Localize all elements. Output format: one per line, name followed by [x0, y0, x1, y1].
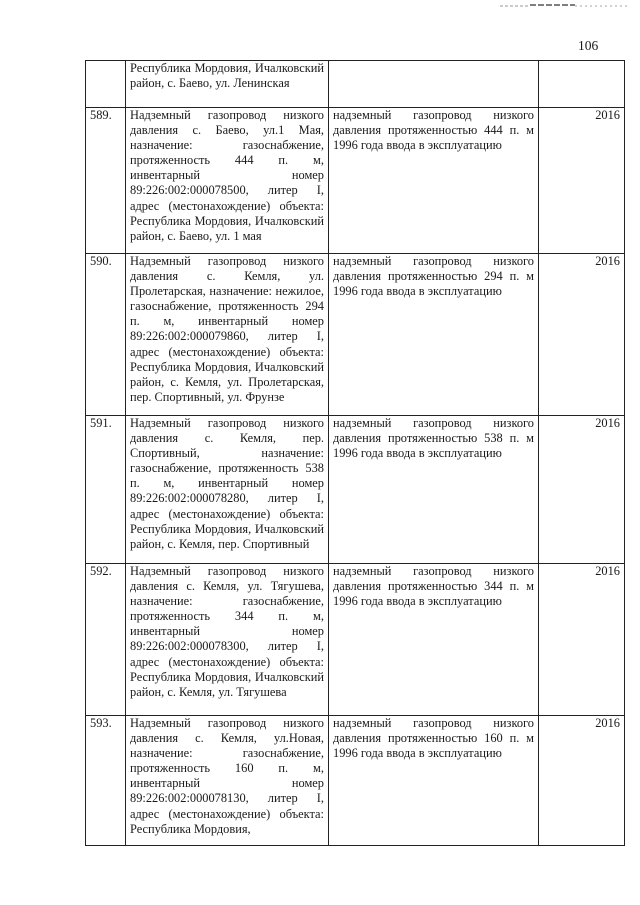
year-cell: 2016 — [539, 108, 625, 254]
scan-artifact-marks — [500, 2, 630, 8]
table-row-continuation — [86, 61, 625, 108]
table-row — [86, 564, 625, 716]
row-number-cell: 592. — [86, 564, 126, 716]
year-cell: 2016 — [539, 254, 625, 416]
object-name-cell: Надземный газопровод низкого давления с. Баево, ул.1 Мая, назначение: газоснабжение, протяженность 444 п. м, инвентарный номер 89:226:002:000078500, литер I, адрес (местонахождение) объекта: Республика Мордовия, Ичалковский район, с. Баево, ул. 1 мая — [126, 108, 329, 254]
object-description-cell: надземный газопровод низкого давления протяженностью 344 п. м 1996 года ввода в эксплуатацию — [329, 564, 539, 716]
year-cell: 2016 — [539, 564, 625, 716]
page-number: 106 — [578, 38, 599, 53]
object-name-cell: Надземный газопровод низкого давления с. Кемля, пер. Спортивный, назначение: газоснабжение, протяженность 538 п. м, инвентарный номер 89:226:002:000078280, литер I, адрес (местонахождение) объекта: Республика Мордовия, Ичалковский район, с. Кемля, пер. Спортивный — [126, 416, 329, 564]
table-row — [86, 108, 625, 254]
row-number-cell: 589. — [86, 108, 126, 254]
property-registry-table — [85, 60, 625, 846]
object-name-cell: Надземный газопровод низкого давления с. Кемля, ул.Новая, назначение: газоснабжение, протяженность 160 п. м, инвентарный номер 89:226:002:000078130, литер I, адрес (местонахождение) объекта: Республика Мордовия, — [126, 716, 329, 846]
object-description-cell — [329, 61, 539, 108]
object-name-cell: Надземный газопровод низкого давления с. Кемля, ул. Тягушева, назначение: газоснабжение, протяженность 344 п. м, инвентарный номер 89:226:002:000078300, литер I, адрес (местонахождение) объекта: Республика Мордовия, Ичалковский район, с. Кемля, ул. Тягушева — [126, 564, 329, 716]
object-name-cell: Республика Мордовия, Ичалковский район, с. Баево, ул. Ленинская — [126, 61, 329, 108]
row-number-cell: 591. — [86, 416, 126, 564]
object-name-cell: Надземный газопровод низкого давления с. Кемля, ул. Пролетарская, назначение: нежилое, газоснабжение, протяженность 294 п. м, инвентарный номер 89:226:002:000079860, литер I, адрес (местонахождение) объекта: Республика Мордовия, Ичалковский район, с. Кемля, ул. Пролетарская, пер. Спортивный, ул. Фрунзе — [126, 254, 329, 416]
object-description-cell: надземный газопровод низкого давления протяженностью 294 п. м 1996 года ввода в эксплуатацию — [329, 254, 539, 416]
year-cell — [539, 61, 625, 108]
row-number-cell: 593. — [86, 716, 126, 846]
object-description-cell: надземный газопровод низкого давления протяженностью 444 п. м 1996 года ввода в эксплуатацию — [329, 108, 539, 254]
row-number-cell — [86, 61, 126, 108]
year-cell: 2016 — [539, 416, 625, 564]
table-row — [86, 254, 625, 416]
row-number-cell: 590. — [86, 254, 126, 416]
table-row — [86, 716, 625, 846]
object-description-cell: надземный газопровод низкого давления протяженностью 538 п. м 1996 года ввода в эксплуатацию — [329, 416, 539, 564]
object-description-cell: надземный газопровод низкого давления протяженностью 160 п. м 1996 года ввода в эксплуатацию — [329, 716, 539, 846]
table-row — [86, 416, 625, 564]
year-cell: 2016 — [539, 716, 625, 846]
